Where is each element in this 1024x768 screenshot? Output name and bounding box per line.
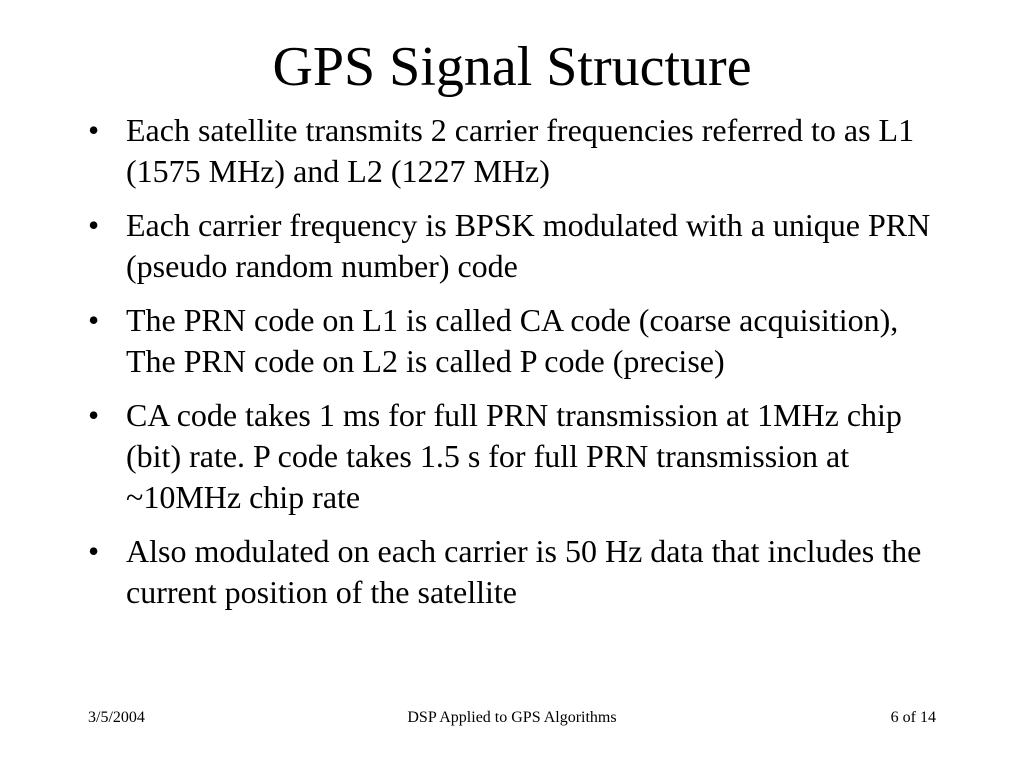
footer-page-number: 6 of 14 <box>890 709 936 726</box>
bullet-point-icon: • <box>88 533 100 569</box>
footer-date: 3/5/2004 <box>88 709 145 726</box>
bullet-item <box>88 110 948 192</box>
footer-title: DSP Applied to GPS Algorithms <box>407 709 617 726</box>
bullet-item <box>88 531 948 613</box>
bullet-text: The PRN code on L1 is called CA code (coarse acquisition), The PRN code on L2 is called P code (precise) <box>126 302 899 379</box>
bullet-text: Each satellite transmits 2 carrier frequencies referred to as L1 (1575 MHz) and L2 (1227 MHz) <box>126 112 915 189</box>
bullet-point-icon: • <box>88 207 100 243</box>
bullet-item <box>88 300 948 382</box>
slide-title: GPS Signal Structure <box>272 36 752 98</box>
bullet-text: CA code takes 1 ms for full PRN transmission at 1MHz chip (bit) rate. P code takes 1.5 s for full PRN transmission at ~10MHz chip rate <box>126 397 902 515</box>
bullet-point-icon: • <box>88 112 100 148</box>
bullet-item <box>88 395 948 518</box>
bullet-point-icon: • <box>88 397 100 433</box>
bullet-item <box>88 205 948 287</box>
bullet-point-icon: • <box>88 302 100 338</box>
bullet-text: Also modulated on each carrier is 50 Hz data that includes the current position of the satellite <box>126 533 922 610</box>
bullet-text: Each carrier frequency is BPSK modulated with a unique PRN (pseudo random number) code <box>126 207 931 284</box>
bullet-list <box>88 110 948 626</box>
